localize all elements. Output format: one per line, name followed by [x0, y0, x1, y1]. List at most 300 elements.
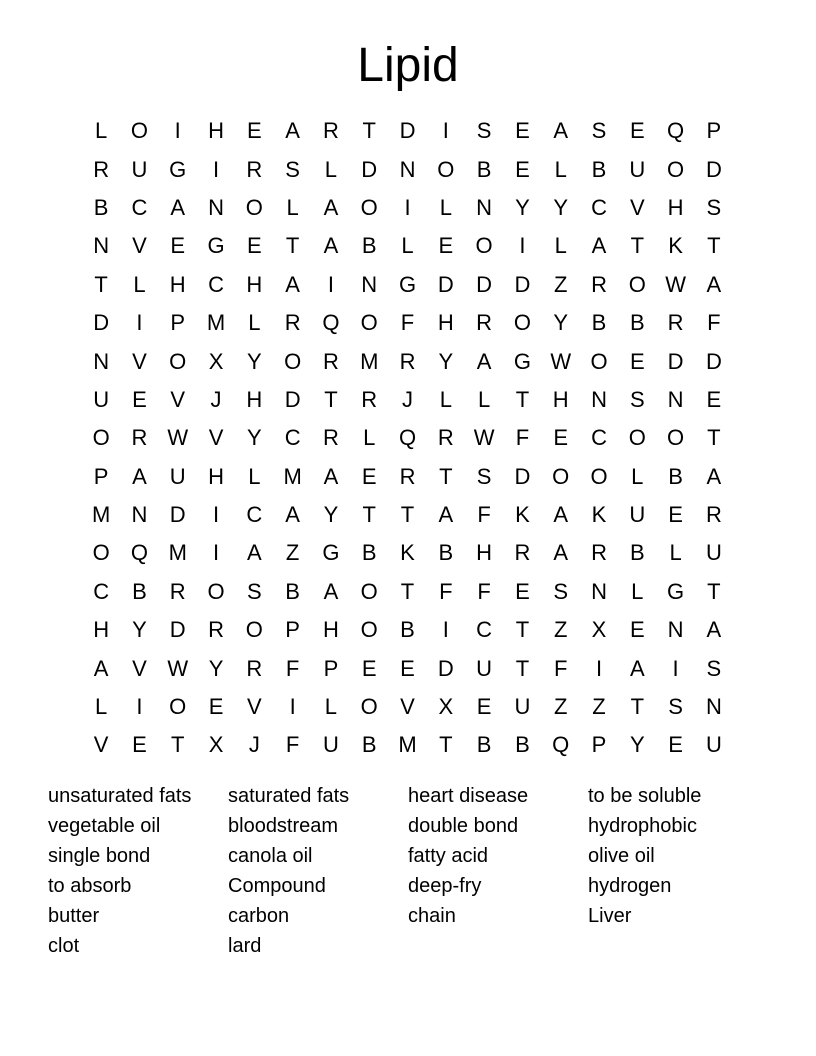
word-bank-item: double bond [408, 815, 519, 837]
grid-letter: J [248, 732, 260, 758]
grid-letter: Z [285, 540, 300, 566]
grid-letter: A [706, 463, 722, 489]
grid-letter: P [170, 310, 186, 336]
grid-letter: T [707, 233, 721, 259]
grid-letter: Y [323, 502, 339, 528]
grid-letter: Z [553, 271, 568, 297]
grid-letter: B [476, 156, 492, 182]
grid-letter: E [361, 655, 377, 681]
grid-letter: A [706, 271, 722, 297]
grid-letter: O [207, 578, 225, 604]
grid-letter: U [169, 463, 186, 489]
grid-letter: E [515, 156, 530, 182]
grid-letter: T [362, 118, 376, 144]
grid-letter: O [667, 425, 685, 451]
grid-letter: O [360, 694, 378, 720]
grid-letter: N [131, 502, 148, 528]
grid-letter: O [245, 194, 263, 220]
grid-letter: E [132, 732, 147, 758]
grid-letter: R [361, 386, 378, 412]
grid-letter: V [93, 732, 109, 758]
grid-letter: E [629, 348, 645, 374]
grid-letter: K [668, 233, 683, 259]
word-bank-item: Liver [588, 905, 632, 927]
grid-letter: O [284, 348, 302, 374]
word-bank-column [48, 781, 228, 961]
grid-letter: V [132, 233, 147, 259]
grid-letter: A [591, 233, 607, 259]
grid-letter: I [136, 310, 143, 336]
grid-letter: U [322, 732, 339, 758]
grid-letter: R [591, 271, 607, 297]
grid-letter: Z [553, 694, 568, 720]
grid-row [82, 573, 733, 611]
grid-letter: S [246, 578, 262, 604]
grid-letter: O [245, 617, 263, 643]
grid-letter: J [402, 386, 414, 412]
grid-letter: R [93, 156, 110, 182]
grid-letter: F [400, 310, 415, 336]
grid-letter: F [477, 578, 491, 604]
grid-letter: X [208, 348, 224, 374]
grid-letter: E [170, 233, 186, 259]
grid-letter: U [705, 540, 722, 566]
grid-letter: I [442, 617, 449, 643]
grid-letter: I [174, 118, 181, 144]
grid-letter: T [171, 732, 185, 758]
grid-letter: A [285, 271, 300, 297]
grid-letter: L [133, 271, 146, 297]
page-title: Lipid [357, 39, 459, 92]
grid-letter: P [93, 463, 109, 489]
grid-letter: R [246, 655, 263, 681]
grid-letter: S [591, 118, 607, 144]
grid-letter: E [553, 425, 569, 451]
grid-letter: V [246, 694, 262, 720]
grid-letter: G [207, 233, 225, 259]
grid-letter: F [515, 425, 530, 451]
grid-letter: L [477, 386, 491, 412]
grid-letter: L [439, 386, 452, 412]
grid-letter: C [591, 425, 607, 451]
grid-letter: A [438, 502, 454, 528]
grid-letter: B [361, 732, 377, 758]
grid-letter: H [208, 463, 224, 489]
grid-row [82, 342, 733, 380]
grid-letter: Q [398, 425, 417, 451]
grid-letter: O [360, 194, 378, 220]
grid-letter: A [285, 118, 300, 144]
grid-letter: O [475, 233, 493, 259]
grid-letter: O [552, 463, 570, 489]
grid-letter: P [591, 732, 607, 758]
grid-letter: G [322, 540, 340, 566]
grid-letter: U [705, 732, 722, 758]
grid-row [82, 304, 733, 342]
grid-letter: V [629, 194, 645, 220]
grid-letter: A [629, 655, 645, 681]
word-bank-item: lard [228, 935, 262, 957]
grid-letter: I [289, 694, 296, 720]
grid-letter: H [169, 271, 186, 297]
grid-letter: U [476, 655, 493, 681]
grid-letter: L [95, 118, 108, 144]
grid-letter: D [514, 271, 531, 297]
grid-letter: R [322, 118, 339, 144]
grid-letter: T [707, 425, 721, 451]
grid-letter: B [515, 732, 530, 758]
grid-letter: N [591, 386, 607, 412]
grid-letter: Y [208, 655, 224, 681]
grid-letter: O [667, 156, 685, 182]
grid-letter: Y [438, 348, 454, 374]
grid-letter: A [246, 540, 262, 566]
grid-letter: I [212, 156, 220, 182]
grid-letter: R [246, 156, 263, 182]
grid-letter: B [591, 156, 607, 182]
grid-letter: E [438, 233, 454, 259]
grid-letter: T [439, 732, 453, 758]
grid-letter: Y [515, 194, 530, 220]
grid-letter: G [398, 271, 417, 297]
grid-letter: Y [132, 617, 147, 643]
grid-letter: R [208, 617, 224, 643]
grid-letter: E [629, 118, 645, 144]
grid-letter: L [324, 156, 338, 182]
grid-letter: H [437, 310, 454, 336]
grid-letter: T [94, 271, 108, 297]
grid-letter: R [667, 310, 684, 336]
grid-letter: J [210, 386, 222, 412]
grid-letter: P [323, 655, 339, 681]
grid-letter: M [91, 502, 111, 528]
grid-row [82, 189, 733, 227]
grid-letter: H [246, 271, 263, 297]
grid-letter: D [705, 156, 722, 182]
grid-letter: R [284, 310, 301, 336]
word-bank-item: single bond [48, 845, 151, 867]
grid-letter: V [400, 694, 415, 720]
grid-letter: L [631, 578, 644, 604]
grid-letter: E [476, 694, 492, 720]
grid-letter: R [322, 425, 339, 451]
grid-letter: M [283, 463, 302, 489]
grid-letter: D [169, 617, 186, 643]
grid-letter: O [360, 617, 378, 643]
grid-letter: O [92, 540, 110, 566]
grid-letter: L [631, 463, 644, 489]
word-bank-item: hydrogen [588, 875, 672, 897]
grid-letter: I [519, 233, 526, 259]
grid-letter: E [246, 233, 262, 259]
grid-letter: T [362, 502, 376, 528]
grid-letter: N [591, 578, 607, 604]
grid-letter: Y [553, 194, 569, 220]
grid-letter: O [628, 271, 646, 297]
grid-letter: C [93, 578, 110, 604]
grid-letter: H [208, 118, 224, 144]
grid-letter: T [515, 617, 530, 643]
grid-letter: I [442, 118, 449, 144]
grid-letter: A [170, 194, 186, 220]
grid-letter: O [92, 425, 110, 451]
word-bank-item: to absorb [48, 875, 132, 897]
grid-letter: F [285, 732, 300, 758]
grid-letter: O [590, 348, 608, 374]
grid-letter: S [629, 386, 645, 412]
grid-letter: X [591, 617, 607, 643]
grid-letter: Y [246, 348, 262, 374]
grid-letter: P [285, 617, 300, 643]
grid-letter: E [706, 386, 722, 412]
grid-letter: T [707, 578, 721, 604]
grid-letter: R [437, 425, 454, 451]
grid-letter: U [514, 694, 531, 720]
grid-letter: L [669, 540, 682, 566]
grid-letter: E [668, 502, 683, 528]
grid-letter: T [285, 233, 300, 259]
grid-letter: S [553, 578, 569, 604]
grid-letter: D [399, 118, 416, 144]
grid-letter: A [553, 540, 569, 566]
grid-letter: T [400, 578, 415, 604]
grid-letter: W [473, 425, 495, 451]
grid-letter: B [285, 578, 300, 604]
grid-letter: I [212, 502, 220, 528]
grid-letter: L [95, 694, 108, 720]
grid-letter: D [705, 348, 722, 374]
word-bank-item: vegetable oil [48, 815, 161, 837]
grid-letter: S [285, 156, 300, 182]
grid-letter: B [438, 540, 454, 566]
word-bank-column [588, 781, 768, 961]
grid-letter: G [513, 348, 531, 374]
grid-row [82, 611, 733, 649]
word-bank-item: carbon [228, 905, 290, 927]
grid-letter: R [322, 348, 339, 374]
grid-row [82, 726, 733, 764]
grid-letter: Q [130, 540, 148, 566]
grid-letter: A [323, 194, 339, 220]
grid-letter: R [399, 463, 416, 489]
grid-letter: N [476, 194, 493, 220]
grid-letter: C [131, 194, 148, 220]
grid-letter: O [169, 694, 187, 720]
word-bank-item: canola oil [228, 845, 313, 867]
word-bank-item: deep-fry [408, 875, 482, 897]
word-bank-item: saturated fats [228, 785, 350, 807]
grid-letter: T [515, 655, 530, 681]
word-bank-item: unsaturated fats [48, 785, 192, 807]
word-bank-item: olive oil [588, 845, 655, 867]
grid-letter: R [169, 578, 186, 604]
grid-letter: B [629, 310, 645, 336]
grid-letter: I [327, 271, 334, 297]
grid-row [82, 381, 733, 419]
grid-letter: D [284, 386, 301, 412]
grid-letter: L [554, 233, 567, 259]
grid-letter: N [93, 233, 110, 259]
grid-letter: B [629, 540, 645, 566]
grid-letter: E [515, 578, 530, 604]
word-bank-item: bloodstream [228, 815, 339, 837]
grid-row [82, 419, 733, 457]
grid-letter: H [667, 194, 684, 220]
grid-letter: F [477, 502, 491, 528]
grid-letter: O [628, 425, 646, 451]
grid-letter: O [513, 310, 531, 336]
grid-letter: X [438, 694, 454, 720]
word-bank-item: chain [408, 905, 456, 927]
grid-letter: L [248, 463, 261, 489]
grid-letter: N [667, 617, 684, 643]
grid-letter: M [206, 310, 226, 336]
grid-letter: D [514, 463, 531, 489]
grid-letter: E [629, 617, 645, 643]
grid-letter: C [208, 271, 224, 297]
grid-letter: T [400, 502, 415, 528]
word-bank-item: heart disease [408, 785, 529, 807]
grid-letter: F [285, 655, 300, 681]
grid-letter: L [401, 233, 414, 259]
grid-letter: E [208, 694, 224, 720]
grid-letter: E [246, 118, 262, 144]
grid-row [82, 112, 733, 150]
grid-letter: W [550, 348, 572, 374]
grid-letter: G [667, 578, 685, 604]
grid-letter: B [361, 540, 377, 566]
word-bank-item: Compound [228, 875, 326, 897]
grid-letter: B [361, 233, 377, 259]
grid-letter: A [285, 502, 300, 528]
grid-letter: H [246, 386, 263, 412]
grid-row [82, 227, 733, 265]
grid-letter: V [208, 425, 224, 451]
grid-letter: Y [553, 310, 569, 336]
grid-letter: L [439, 194, 452, 220]
grid-letter: R [705, 502, 722, 528]
grid-letter: B [400, 617, 415, 643]
grid-letter: H [93, 617, 110, 643]
grid-letter: S [668, 694, 683, 720]
grid-letter: A [476, 348, 492, 374]
grid-letter: A [553, 502, 569, 528]
grid-letter: N [399, 156, 416, 182]
grid-letter: R [476, 310, 493, 336]
grid-letter: T [515, 386, 530, 412]
grid-row [82, 458, 733, 496]
grid-letter: T [439, 463, 453, 489]
grid-letter: T [630, 233, 645, 259]
grid-letter: O [437, 156, 455, 182]
grid-letter: S [706, 655, 722, 681]
word-bank-column [408, 781, 588, 961]
grid-letter: R [399, 348, 416, 374]
grid-letter: Z [592, 694, 606, 720]
word-bank-column [228, 781, 408, 961]
grid-letter: Q [322, 310, 340, 336]
grid-letter: N [93, 348, 110, 374]
grid-letter: E [400, 655, 415, 681]
grid-letter: C [476, 617, 493, 643]
grid-letter: W [167, 425, 189, 451]
grid-letter: F [707, 310, 721, 336]
word-bank-item: hydrophobic [588, 815, 697, 837]
grid-letter: V [170, 386, 186, 412]
word-bank-item: clot [48, 935, 80, 957]
grid-letter: A [93, 655, 109, 681]
grid-letter: R [131, 425, 148, 451]
grid-letter: L [248, 310, 261, 336]
grid-letter: A [323, 463, 339, 489]
grid-letter: K [591, 502, 607, 528]
grid-letter: I [404, 194, 411, 220]
grid-letter: Z [553, 617, 568, 643]
grid-letter: U [629, 156, 646, 182]
grid-letter: I [136, 694, 143, 720]
grid-letter: D [437, 271, 454, 297]
grid-letter: K [400, 540, 415, 566]
grid-letter: I [212, 540, 220, 566]
grid-row [82, 496, 733, 534]
grid-letter: W [167, 655, 189, 681]
grid-letter: C [246, 502, 263, 528]
grid-letter: O [360, 310, 378, 336]
grid-letter: B [476, 732, 492, 758]
grid-letter: E [668, 732, 683, 758]
grid-letter: D [476, 271, 493, 297]
grid-letter: N [361, 271, 378, 297]
grid-letter: D [667, 348, 684, 374]
grid-letter: R [591, 540, 607, 566]
grid-row [82, 266, 733, 304]
grid-letter: B [132, 578, 147, 604]
grid-letter: V [132, 348, 147, 374]
grid-letter: T [324, 386, 338, 412]
grid-row [82, 649, 733, 687]
grid-letter: P [706, 118, 722, 144]
word-bank-item: fatty acid [408, 845, 489, 867]
grid-letter: Y [246, 425, 262, 451]
grid-letter: D [437, 655, 454, 681]
grid-letter: A [132, 463, 147, 489]
grid-letter: R [514, 540, 531, 566]
grid-letter: O [169, 348, 187, 374]
grid-letter: X [208, 732, 224, 758]
grid-letter: O [590, 463, 608, 489]
grid-letter: I [595, 655, 603, 681]
grid-letter: U [93, 386, 110, 412]
grid-letter: N [705, 694, 722, 720]
grid-letter: V [132, 655, 147, 681]
grid-letter: S [706, 194, 722, 220]
grid-letter: S [476, 118, 492, 144]
grid-letter: H [552, 386, 569, 412]
grid-letter: L [554, 156, 567, 182]
grid-letter: E [361, 463, 377, 489]
grid-letter: U [131, 156, 148, 182]
grid-row [82, 150, 733, 188]
grid-letter: Q [552, 732, 570, 758]
grid-letter: T [630, 694, 645, 720]
grid-letter: H [476, 540, 493, 566]
grid-letter: Q [667, 118, 685, 144]
grid-letter: H [322, 617, 339, 643]
grid-letter: S [476, 463, 492, 489]
grid-letter: O [130, 118, 148, 144]
word-bank-item: to be soluble [588, 785, 702, 807]
grid-letter: L [363, 425, 376, 451]
